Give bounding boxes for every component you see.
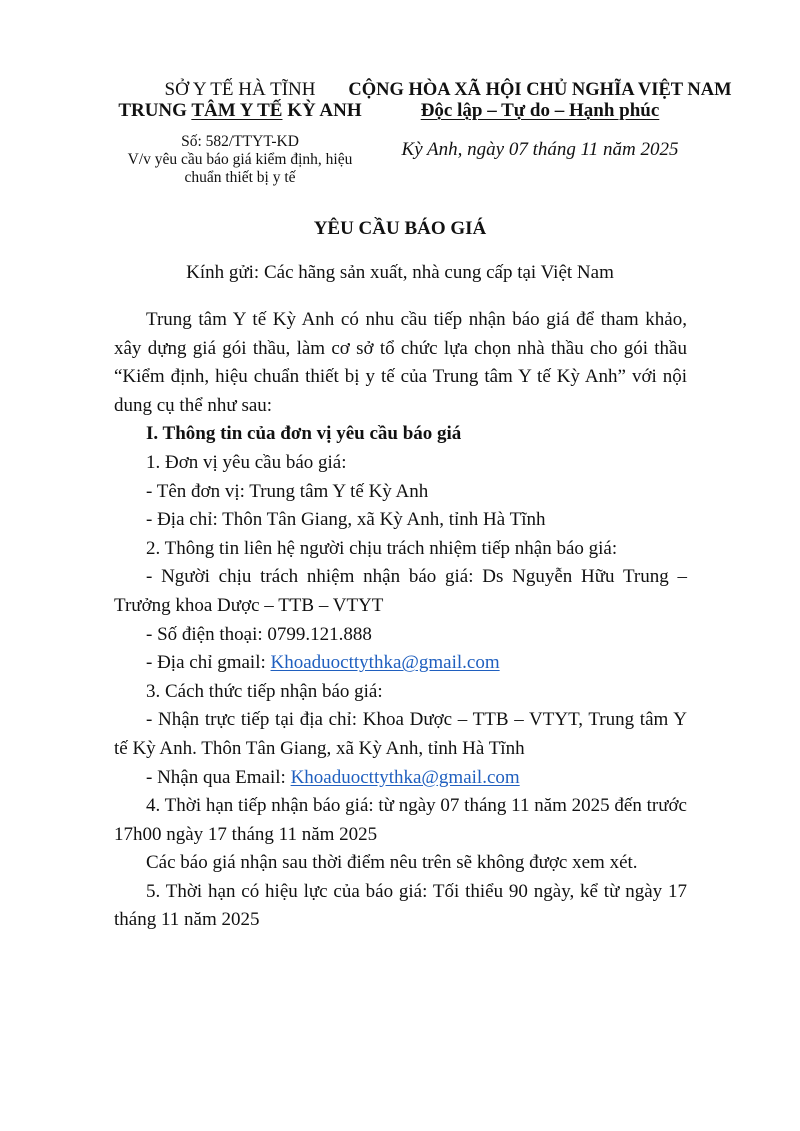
late-note: Các báo giá nhận sau thời điểm nêu trên sẽ không được xem xét.	[146, 852, 638, 874]
gmail-label: - Địa chỉ gmail:	[146, 652, 271, 674]
national-motto	[335, 100, 745, 122]
email-label: - Nhận qua Email:	[146, 766, 291, 788]
item-1: 1. Đơn vị yêu cầu báo giá:	[146, 451, 347, 473]
item-5: 5. Thời hạn có hiệu lực của báo giá: Tối thiểu 90 ngày, kể từ ngày 17 tháng 11 năm 2025	[114, 880, 687, 931]
motto-text: Độc lập – Tự do – Hạnh phúc	[420, 100, 660, 121]
phone-number: - Số điện thoại: 0799.121.888	[146, 623, 372, 645]
department-name: SỞ Y TẾ HÀ TĨNH	[164, 79, 316, 100]
gmail-line	[114, 649, 687, 678]
item-3: 3. Cách thức tiếp nhận báo giá:	[146, 680, 383, 702]
intro-paragraph: Trung tâm Y tế Kỳ Anh có nhu cầu tiếp nhận báo giá để tham khảo, xây dựng giá gói thầu, làm cơ sở tổ chức lựa chọn nhà thầu cho gói thầu “Kiểm định, hiệu chuẩn thiết bị y tế của Trung tâm Y tế Kỳ Anh” với nội dung cụ thể như sau:	[114, 309, 687, 416]
org-suffix: KỲ ANH	[282, 100, 362, 121]
document-body	[114, 306, 687, 935]
document-number: Số: 582/TTYT-KD	[181, 133, 299, 150]
responsible-person: - Người chịu trách nhiệm nhận báo giá: Ds Nguyễn Hữu Trung – Trưởng khoa Dược – TTB – VTYT	[114, 566, 687, 616]
org-prefix: TRUNG	[118, 100, 192, 121]
org-underlined: TÂM Y TẾ	[191, 100, 283, 121]
gmail-link[interactable]: Khoaduocttythka@gmail.com	[270, 652, 500, 674]
recipient-line: Kính gửi: Các hãng sản xuất, nhà cung cấp tại Việt Nam	[186, 262, 614, 283]
email-link[interactable]: Khoaduocttythka@gmail.com	[290, 766, 520, 788]
item-2: 2. Thông tin liên hệ người chịu trách nhiệm tiếp nhận báo giá:	[146, 537, 618, 559]
unit-address: - Địa chỉ: Thôn Tân Giang, xã Kỳ Anh, tỉnh Hà Tĩnh	[146, 509, 546, 531]
unit-name: - Tên đơn vị: Trung tâm Y tế Kỳ Anh	[146, 480, 429, 502]
section-heading: I. Thông tin của đơn vị yêu cầu báo giá	[146, 423, 462, 445]
email-line	[114, 764, 687, 793]
direct-delivery: - Nhận trực tiếp tại địa chỉ: Khoa Dược – TTB – VTYT, Trung tâm Y tế Kỳ Anh. Thôn Tân Giang, xã Kỳ Anh, tỉnh Hà Tĩnh	[114, 709, 687, 759]
national-title: CỘNG HÒA XÃ HỘI CHỦ NGHĨA VIỆT NAM	[348, 80, 732, 100]
place-date: Kỳ Anh, ngày 07 tháng 11 năm 2025	[401, 139, 679, 160]
document-title: YÊU CẦU BÁO GIÁ	[313, 218, 487, 239]
subject-line-1: V/v yêu cầu báo giá kiểm định, hiệu	[127, 151, 353, 168]
item-4: 4. Thời hạn tiếp nhận báo giá: từ ngày 07 tháng 11 năm 2025 đến trước 17h00 ngày 17 tháng 11 năm 2025	[114, 795, 687, 845]
subject-line-2: chuẩn thiết bị y tế	[184, 169, 296, 186]
